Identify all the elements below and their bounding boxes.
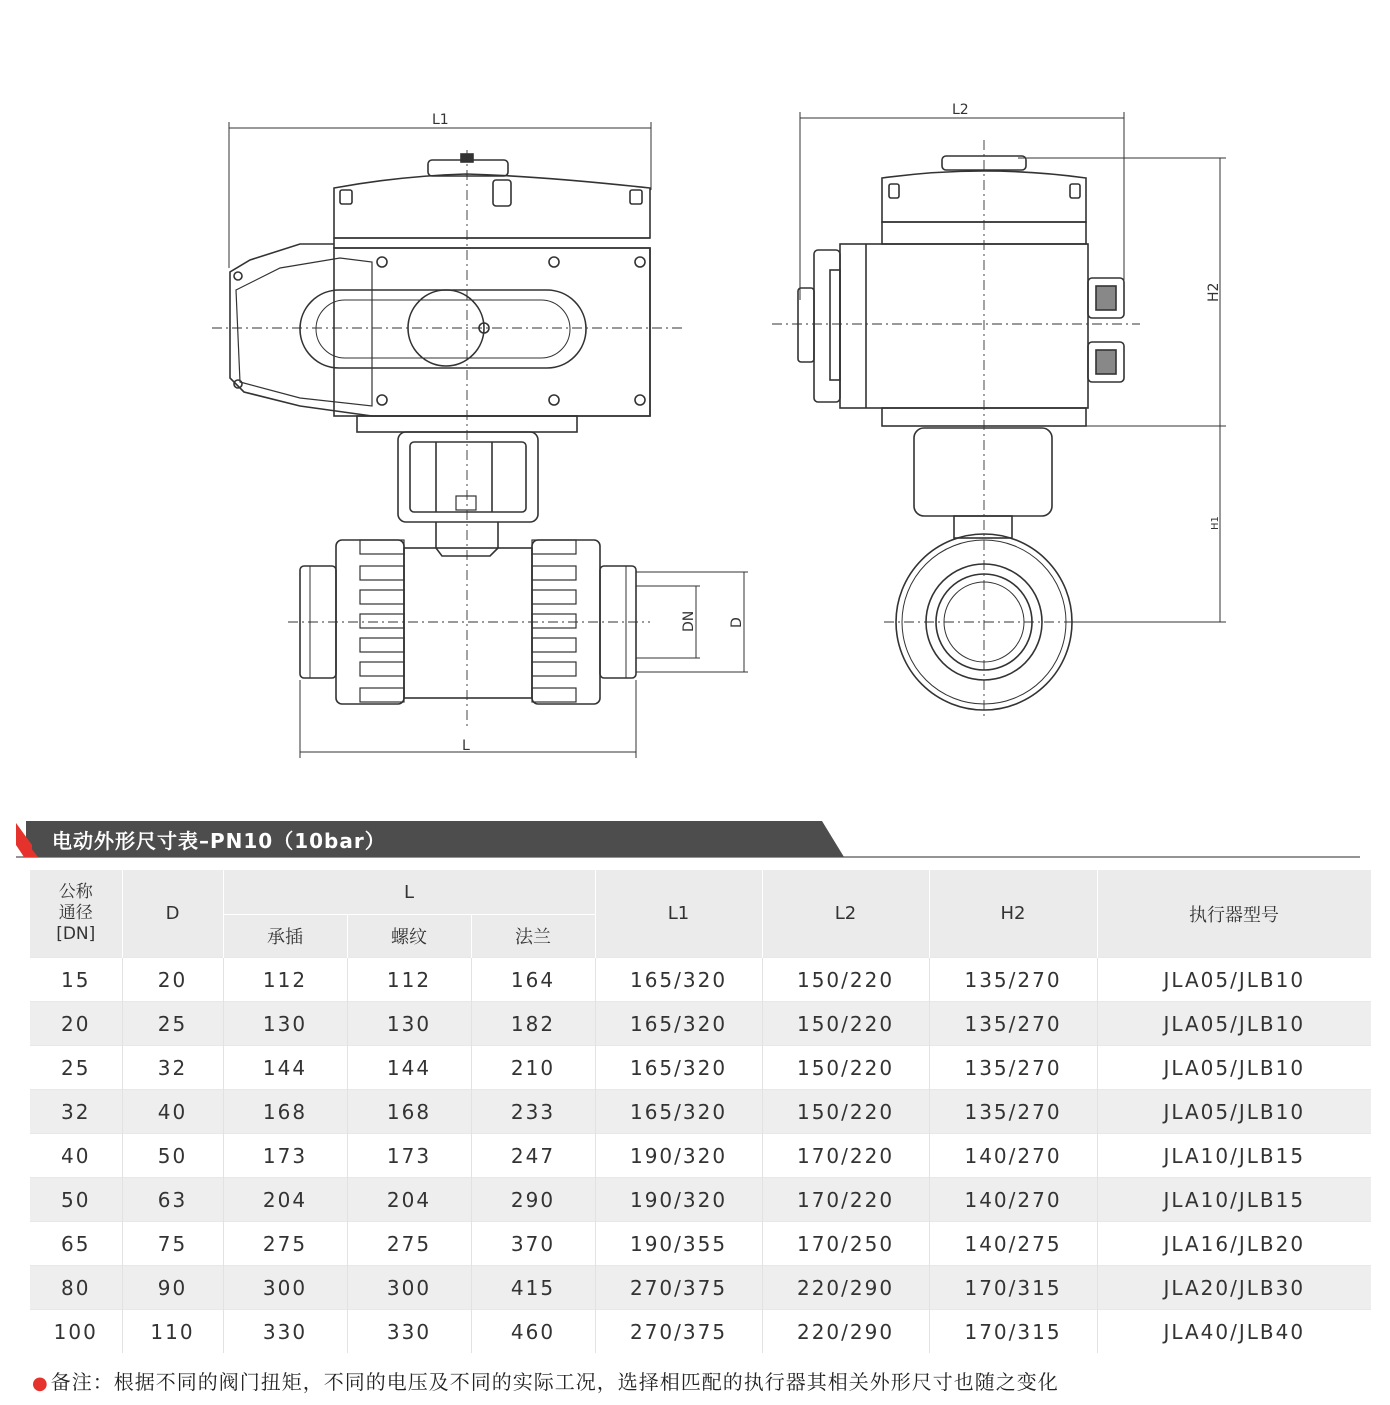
dim-label-h1: H1: [1210, 516, 1221, 530]
table-cell: 100: [30, 1310, 122, 1354]
table-cell: 173: [223, 1134, 347, 1178]
table-cell: 32: [122, 1046, 223, 1090]
table-cell: 170/315: [929, 1310, 1097, 1354]
table-cell: 50: [30, 1178, 122, 1222]
table-cell: 150/220: [762, 958, 929, 1002]
table-cell: 150/220: [762, 1090, 929, 1134]
table-cell: 50: [122, 1134, 223, 1178]
table-cell: 168: [347, 1090, 471, 1134]
table-cell: JLA05/JLB10: [1097, 1090, 1371, 1134]
table-cell: 20: [122, 958, 223, 1002]
table-row: [30, 1090, 1371, 1134]
table-cell: 90: [122, 1266, 223, 1310]
table-cell: 150/220: [762, 1002, 929, 1046]
dimension-spec-table: [30, 870, 1372, 1353]
table-cell: JLA05/JLB10: [1097, 1046, 1371, 1090]
header-dn-line-3: [DN]: [56, 924, 96, 944]
table-cell: 165/320: [595, 1002, 762, 1046]
table-cell: 275: [347, 1222, 471, 1266]
dim-label-l2: L2: [952, 102, 969, 118]
table-cell: 330: [223, 1310, 347, 1354]
header-dn-line-2: 通径: [58, 903, 93, 923]
table-cell: 135/270: [929, 1002, 1097, 1046]
dim-label-d: D: [729, 617, 745, 628]
table-cell: 370: [471, 1222, 595, 1266]
header-l-thread: 螺纹: [347, 915, 471, 958]
table-cell: 330: [347, 1310, 471, 1354]
header-l1: L1: [595, 870, 762, 958]
table-cell: 135/270: [929, 1090, 1097, 1134]
table-cell: 80: [30, 1266, 122, 1310]
table-cell: 150/220: [762, 1046, 929, 1090]
table-cell: JLA16/JLB20: [1097, 1222, 1371, 1266]
table-row: [30, 1134, 1371, 1178]
table-row: [30, 958, 1371, 1002]
table-row: [30, 1310, 1371, 1354]
table-cell: 290: [471, 1178, 595, 1222]
header-l2: L2: [762, 870, 929, 958]
table-cell: 20: [30, 1002, 122, 1046]
table-cell: 170/220: [762, 1134, 929, 1178]
dim-label-dn: DN: [681, 610, 697, 632]
table-title: 电动外形尺寸表–PN10（10bar）: [52, 829, 386, 853]
header-dn: [30, 870, 122, 958]
header-h2: H2: [929, 870, 1097, 958]
table-cell: 300: [347, 1266, 471, 1310]
table-cell: 270/375: [595, 1310, 762, 1354]
table-cell: 140/275: [929, 1222, 1097, 1266]
front-view: [212, 122, 748, 758]
table-cell: 220/290: [762, 1310, 929, 1354]
table-cell: 220/290: [762, 1266, 929, 1310]
table-cell: 170/220: [762, 1178, 929, 1222]
dim-label-l: L: [462, 738, 470, 754]
table-cell: 15: [30, 958, 122, 1002]
header-d: D: [122, 870, 223, 958]
table-cell: 204: [347, 1178, 471, 1222]
table-cell: 112: [223, 958, 347, 1002]
table-cell: 25: [30, 1046, 122, 1090]
table-cell: 170/315: [929, 1266, 1097, 1310]
table-cell: 275: [223, 1222, 347, 1266]
table-cell: JLA05/JLB10: [1097, 958, 1371, 1002]
table-cell: 190/320: [595, 1134, 762, 1178]
footnote-text: 备注：根据不同的阀门扭矩，不同的电压及不同的实际工况，选择相匹配的执行器其相关外形尺寸也随之变化: [50, 1370, 1059, 1394]
table-cell: 144: [223, 1046, 347, 1090]
table-cell: 270/375: [595, 1266, 762, 1310]
table-cell: 130: [223, 1002, 347, 1046]
table-cell: 40: [122, 1090, 223, 1134]
dim-label-l1: L1: [432, 112, 449, 128]
table-cell: JLA10/JLB15: [1097, 1178, 1371, 1222]
table-cell: 190/320: [595, 1178, 762, 1222]
table-cell: 135/270: [929, 1046, 1097, 1090]
table-cell: 173: [347, 1134, 471, 1178]
table-cell: 112: [347, 958, 471, 1002]
footnote: [32, 1366, 1059, 1395]
table-cell: JLA40/JLB40: [1097, 1310, 1371, 1354]
table-cell: 190/355: [595, 1222, 762, 1266]
red-bullet-icon: ●: [32, 1373, 49, 1394]
table-cell: 65: [30, 1222, 122, 1266]
table-cell: 460: [471, 1310, 595, 1354]
table-cell: 300: [223, 1266, 347, 1310]
table-cell: JLA10/JLB15: [1097, 1134, 1371, 1178]
side-view: [772, 112, 1226, 720]
table-cell: 110: [122, 1310, 223, 1354]
header-l: L: [223, 870, 595, 915]
table-cell: 32: [30, 1090, 122, 1134]
table-cell: 165/320: [595, 1046, 762, 1090]
table-cell: JLA20/JLB30: [1097, 1266, 1371, 1310]
table-row: [30, 1222, 1371, 1266]
header-dn-line-1: 公称: [58, 882, 93, 902]
header-l-socket: 承插: [223, 915, 347, 958]
table-row: [30, 1046, 1371, 1090]
table-cell: 25: [122, 1002, 223, 1046]
table-cell: 140/270: [929, 1178, 1097, 1222]
table-row: [30, 1266, 1371, 1310]
table-cell: 182: [471, 1002, 595, 1046]
table-cell: 210: [471, 1046, 595, 1090]
table-cell: 135/270: [929, 958, 1097, 1002]
header-l-flange: 法兰: [471, 915, 595, 958]
dim-label-h2: H2: [1206, 282, 1222, 302]
table-cell: 40: [30, 1134, 122, 1178]
table-cell: 130: [347, 1002, 471, 1046]
table-cell: 204: [223, 1178, 347, 1222]
table-cell: 170/250: [762, 1222, 929, 1266]
table-row: [30, 1178, 1371, 1222]
table-cell: 164: [471, 958, 595, 1002]
table-cell: 140/270: [929, 1134, 1097, 1178]
table-body: [30, 958, 1371, 1354]
table-cell: 233: [471, 1090, 595, 1134]
table-row: [30, 1002, 1371, 1046]
table-cell: JLA05/JLB10: [1097, 1002, 1371, 1046]
table-cell: 63: [122, 1178, 223, 1222]
table-cell: 165/320: [595, 1090, 762, 1134]
table-cell: 144: [347, 1046, 471, 1090]
table-cell: 247: [471, 1134, 595, 1178]
table-cell: 415: [471, 1266, 595, 1310]
table-cell: 168: [223, 1090, 347, 1134]
header-actuator-model: 执行器型号: [1097, 870, 1371, 958]
table-cell: 165/320: [595, 958, 762, 1002]
table-cell: 75: [122, 1222, 223, 1266]
